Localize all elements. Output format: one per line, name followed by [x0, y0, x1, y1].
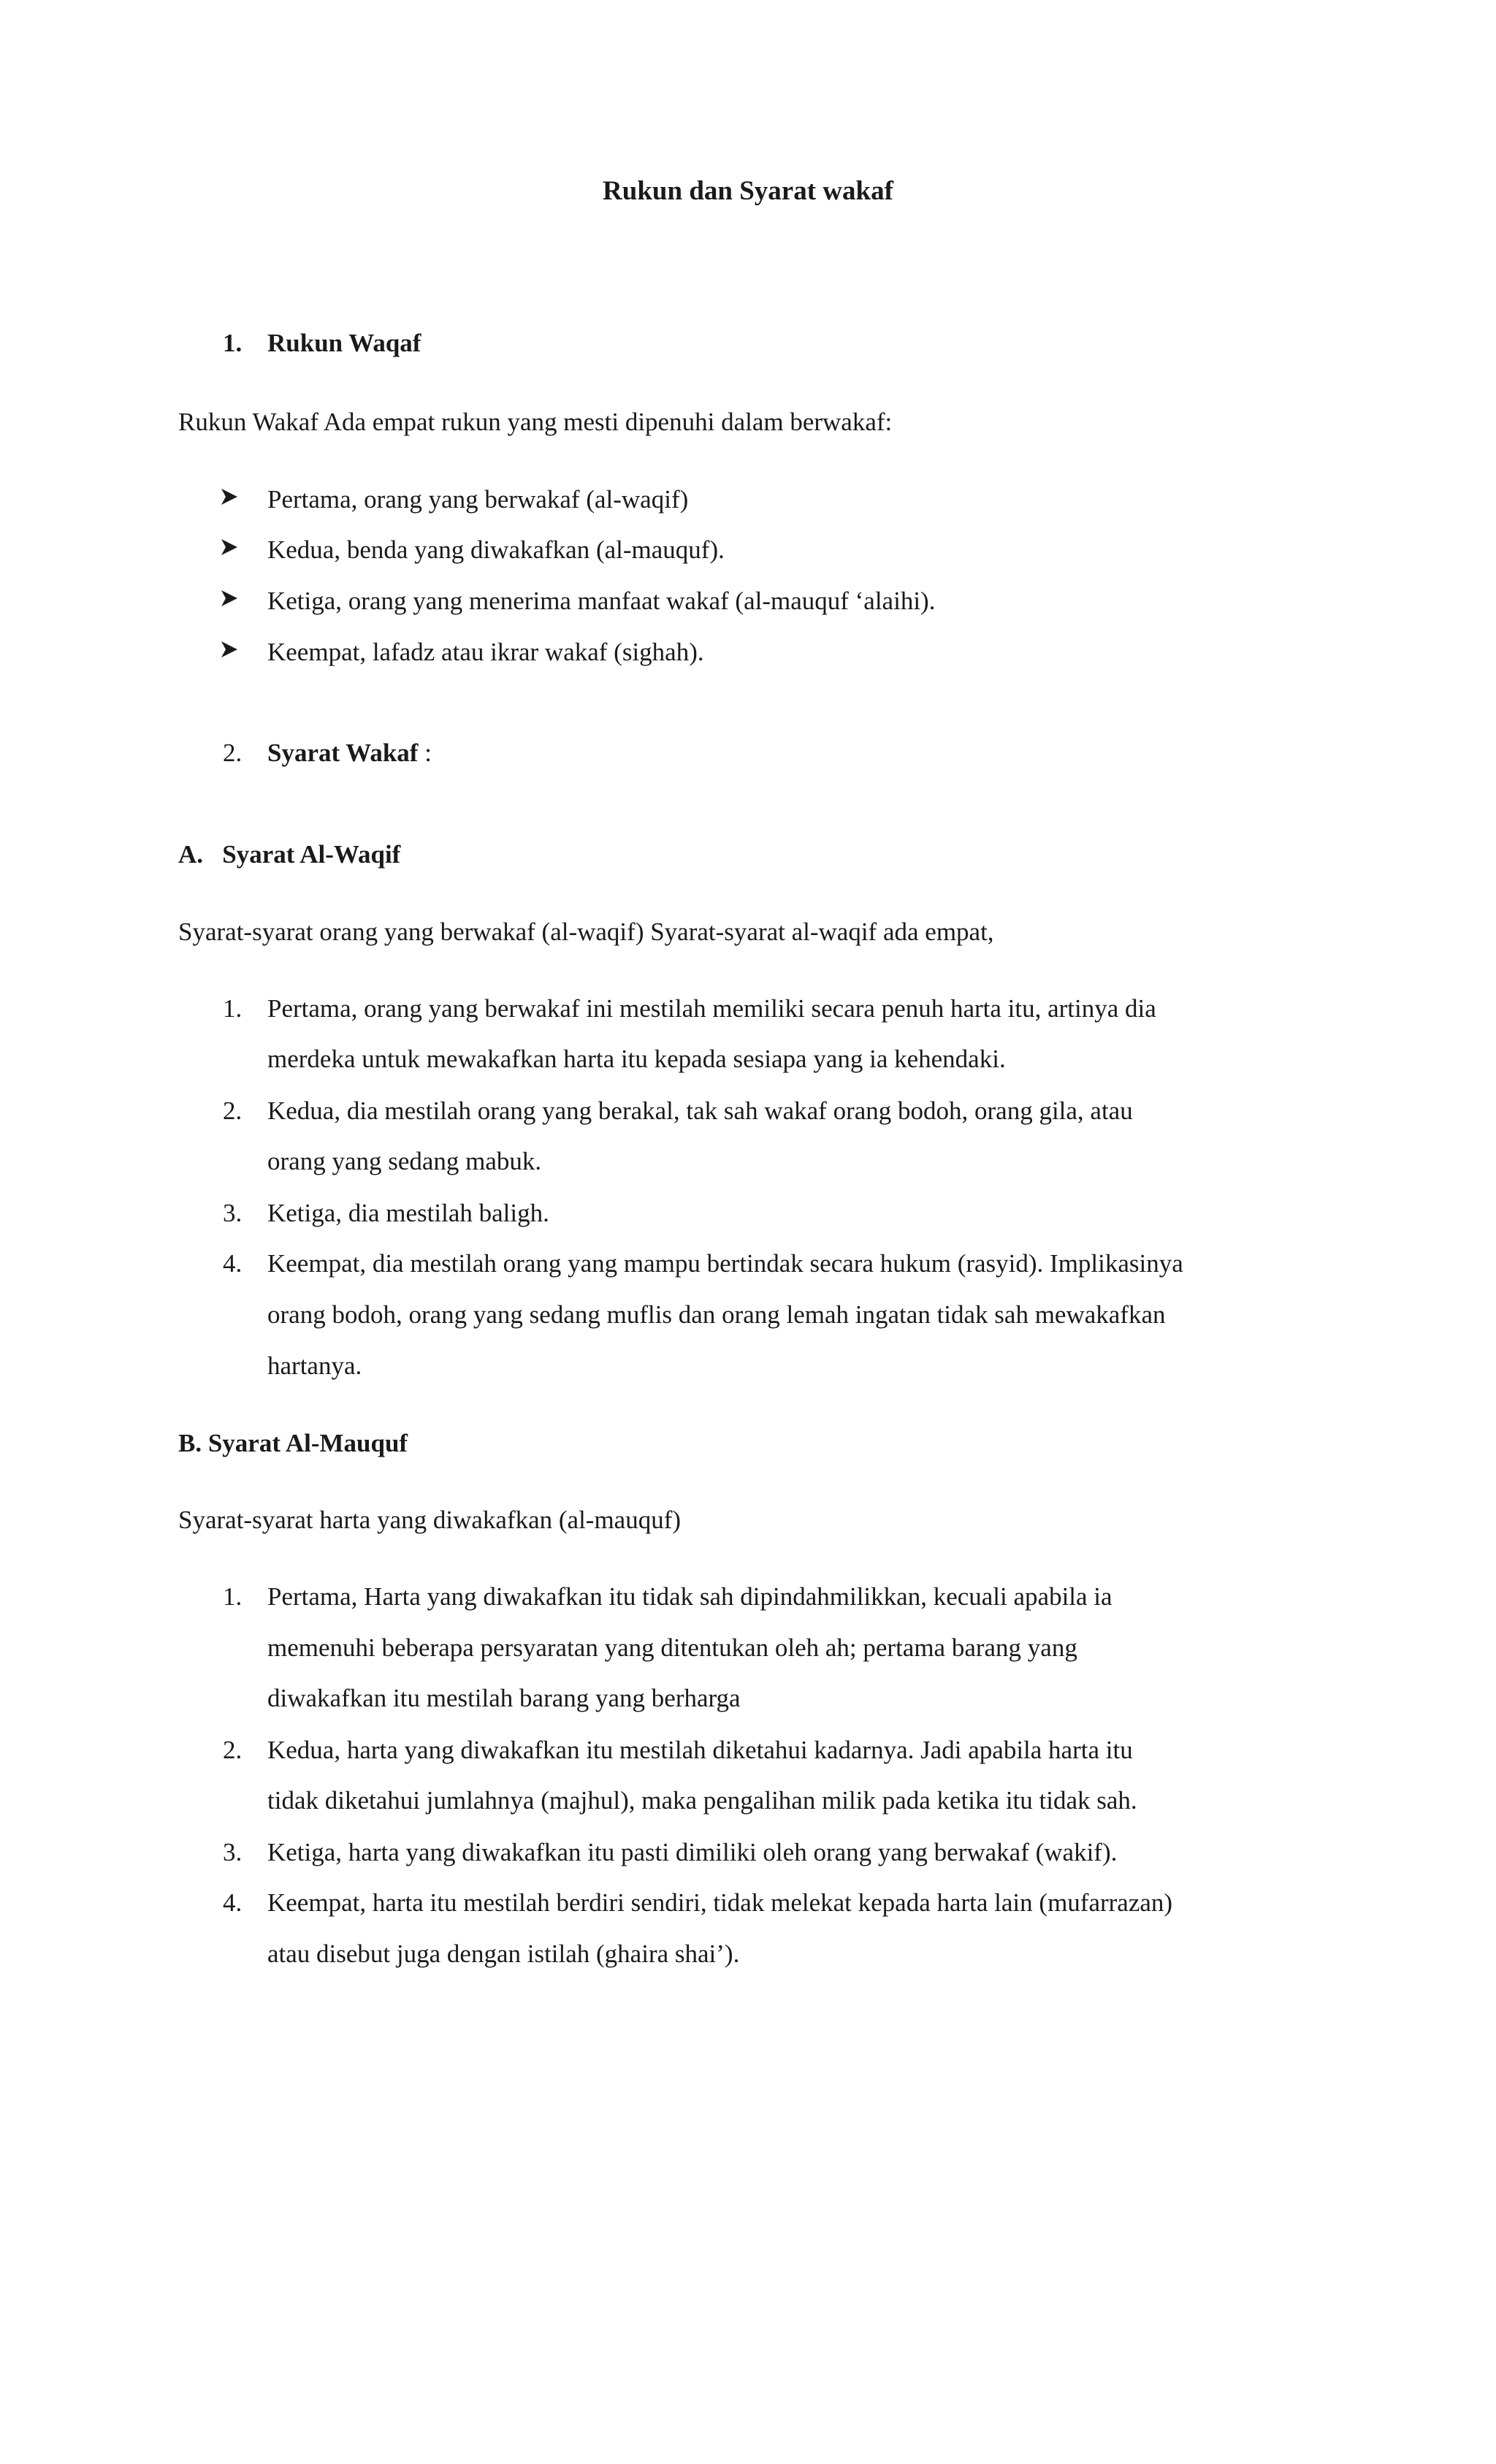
section-a-intro: Syarat-syarat orang yang berwakaf (al-waqif) Syarat-syarat al-waqif ada empat,	[178, 918, 994, 946]
list-item-number: 2.	[223, 1736, 243, 1764]
list-item-line: Keempat, harta itu mestilah berdiri sendiri, tidak melekat kepada harta lain (mufarrazan)	[267, 1888, 1173, 1917]
arrowhead-bullet-icon	[219, 588, 240, 609]
list-item-number: 2.	[223, 1096, 243, 1125]
list-item-number: 3.	[223, 1199, 243, 1227]
section-a-heading: A. Syarat Al-Waqif	[178, 840, 401, 869]
section-2-heading-line	[267, 740, 432, 766]
list-item-line: orang bodoh, orang yang sedang muflis dan orang lemah ingatan tidak sah mewakafkan	[267, 1300, 1166, 1329]
list-item-line: Kedua, dia mestilah orang yang berakal, tak sah wakaf orang bodoh, orang gila, atau	[267, 1096, 1133, 1125]
list-item-line: orang yang sedang mabuk.	[267, 1147, 542, 1175]
bullet-item: Kedua, benda yang diwakafkan (al-mauquf).	[267, 535, 725, 564]
section-2-number: 2.	[223, 739, 243, 767]
list-item-line: hartanya.	[267, 1351, 362, 1380]
list-item-number: 1.	[223, 1582, 243, 1611]
section-1-heading: Rukun Waqaf	[267, 329, 421, 357]
section-b-heading: B. Syarat Al-Mauquf	[178, 1429, 408, 1457]
list-item-line: tidak diketahui jumlahnya (majhul), maka pengalihan milik pada ketika itu tidak sah.	[267, 1786, 1137, 1815]
list-item-line: Ketiga, harta yang diwakafkan itu pasti dimiliki oleh orang yang berwakaf (wakif).	[267, 1838, 1118, 1866]
list-item-number: 4.	[223, 1249, 243, 1278]
list-item-line: Keempat, dia mestilah orang yang mampu bertindak secara hukum (rasyid). Implikasinya	[267, 1249, 1183, 1278]
section-1-number: 1.	[223, 329, 243, 357]
arrowhead-bullet-icon	[219, 487, 240, 507]
list-item-line: diwakafkan itu mestilah barang yang berharga	[267, 1684, 741, 1712]
bullet-item: Keempat, lafadz atau ikrar wakaf (sighah).	[267, 638, 704, 666]
section-b-intro: Syarat-syarat harta yang diwakafkan (al-mauquf)	[178, 1506, 682, 1534]
list-item-line: Pertama, Harta yang diwakafkan itu tidak sah dipindahmilikkan, kecuali apabila ia	[267, 1582, 1113, 1611]
list-item-number: 3.	[223, 1838, 243, 1866]
list-item-line: atau disebut juga dengan istilah (ghaira shai’).	[267, 1939, 740, 1968]
list-item-line: Pertama, orang yang berwakaf ini mestilah memiliki secara penuh harta itu, artinya dia	[267, 994, 1156, 1023]
bullet-item: Pertama, orang yang berwakaf (al-waqif)	[267, 485, 689, 514]
list-item-line: merdeka untuk mewakafkan harta itu kepada sesiapa yang ia kehendaki.	[267, 1045, 1006, 1073]
bullet-item: Ketiga, orang yang menerima manfaat wakaf (al-mauquf ‘alaihi).	[267, 587, 936, 615]
section-2-heading: Syarat Wakaf	[267, 739, 419, 767]
arrowhead-bullet-icon	[219, 537, 240, 557]
section-1-intro: Rukun Wakaf Ada empat rukun yang mesti dipenuhi dalam berwakaf:	[178, 408, 893, 436]
section-2-suffix: :	[418, 739, 432, 767]
list-item-line: memenuhi beberapa persyaratan yang ditentukan oleh ah; pertama barang yang	[267, 1633, 1077, 1662]
list-item-line: Ketiga, dia mestilah baligh.	[267, 1199, 549, 1227]
list-item-number: 1.	[223, 994, 243, 1023]
document-title: Rukun dan Syarat wakaf	[603, 176, 893, 206]
list-item-number: 4.	[223, 1888, 243, 1917]
list-item-line: Kedua, harta yang diwakafkan itu mestilah diketahui kadarnya. Jadi apabila harta itu	[267, 1736, 1133, 1764]
arrowhead-bullet-icon	[219, 639, 240, 660]
